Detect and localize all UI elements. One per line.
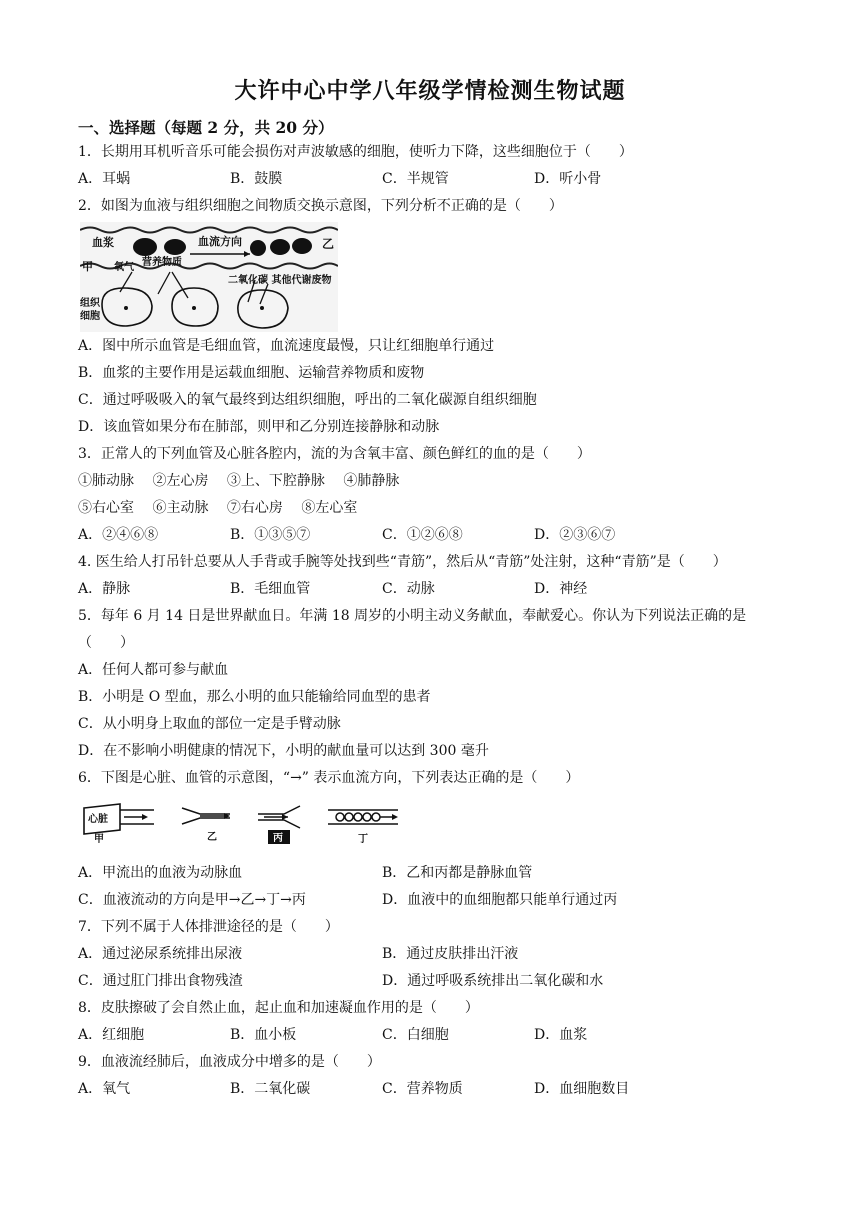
q8-option-c: C．白细胞	[382, 1027, 449, 1043]
vessel-ding	[328, 810, 398, 824]
q6-option-c: C．血液流动的方向是甲→乙→丁→丙	[78, 892, 306, 908]
q5-option-d: D．在不影响小明健康的情况下，小明的献血量可以达到 300 毫升	[78, 743, 489, 759]
q8-option-d: D．血浆	[534, 1027, 588, 1043]
label-nutrients: 营养物质	[142, 257, 182, 268]
vessel-yi	[182, 808, 230, 824]
capillary-exchange-figure	[80, 222, 338, 332]
q7-option-a: A．通过泌尿系统排出尿液	[78, 946, 243, 962]
q7-option-c: C．通过肛门排出食物残渣	[78, 973, 243, 989]
q2-option-b: B．血浆的主要作用是运载血细胞、运输营养物质和废物	[78, 365, 425, 381]
q4-option-b: B．毛细血管	[230, 581, 311, 597]
q5-option-c: C．从小明身上取血的部位一定是手臂动脉	[78, 716, 341, 732]
q2-option-c: C．通过呼吸吸入的氧气最终到达组织细胞，呼出的二氧化碳源自组织细胞	[78, 392, 537, 408]
q1-option-a: A．耳蜗	[78, 171, 131, 187]
label-q6-bing: 丙	[273, 833, 283, 844]
q1-option-b: B．鼓膜	[230, 171, 283, 187]
q3-option-d: D．②③⑥⑦	[534, 527, 616, 543]
q9-option-a: A．氧气	[78, 1081, 131, 1097]
label-plasma: 血浆	[92, 236, 114, 249]
q1-option-c: C．半规管	[382, 171, 449, 187]
label-oxygen: 氧气	[114, 262, 134, 273]
heart-vessels-figure	[82, 800, 402, 846]
q4-option-a: A．静脉	[78, 581, 131, 597]
question-6-stem: 6．下图是心脏、血管的示意图，“→” 表示血流方向，下列表达正确的是（ ）	[78, 770, 580, 786]
q6-option-b: B．乙和丙都是静脉血管	[382, 865, 533, 881]
question-4-stem: 4. 医生给人打吊针总要从人手背或手腕等处找到些“青筋”，然后从“青筋”处注射，这种“青筋”是（ ）	[78, 554, 727, 570]
q6-option-d: D．血液中的血细胞都只能单行通过丙	[382, 892, 618, 908]
label-flow-direction: 血流方向	[198, 235, 242, 248]
q8-option-b: B．血小板	[230, 1027, 297, 1043]
question-9-stem: 9．血液流经肺后，血液成分中增多的是（ ）	[78, 1054, 381, 1070]
question-3-stem: 3．正常人的下列血管及心脏各腔内，流的为含氧丰富、颜色鲜红的血的是（ ）	[78, 446, 591, 462]
q9-option-b: B．二氧化碳	[230, 1081, 311, 1097]
label-q6-ding: 丁	[358, 834, 368, 845]
question-2-stem: 2．如图为血液与组织细胞之间物质交换示意图，下列分析不正确的是（ ）	[78, 198, 563, 214]
question-5-stem-cont: （ ）	[78, 635, 134, 651]
label-q6-jia: 甲	[94, 834, 104, 845]
question-8-stem: 8．皮肤擦破了会自然止血，起止血和加速凝血作用的是（ ）	[78, 1000, 479, 1016]
q9-option-d: D．血细胞数目	[534, 1081, 630, 1097]
q2-option-d: D．该血管如果分布在肺部，则甲和乙分别连接静脉和动脉	[78, 419, 440, 435]
section-heading: 一、选择题（每题 2 分，共 20 分）	[78, 118, 334, 137]
q2-option-a: A．图中所示血管是毛细血管，血流速度最慢，只让红细胞单行通过	[78, 338, 495, 354]
q8-option-a: A．红细胞	[78, 1027, 145, 1043]
q7-option-d: D．通过呼吸系统排出二氧化碳和水	[382, 973, 604, 989]
q3-list-2: ⑤右心室 ⑥主动脉 ⑦右心房 ⑧左心室	[78, 500, 358, 516]
q5-option-b: B．小明是 O 型血，那么小明的血只能输给同血型的患者	[78, 689, 431, 705]
vessel-bing	[258, 806, 300, 828]
q3-option-c: C．①②⑥⑧	[382, 527, 463, 543]
question-5-stem: 5．每年 6 月 14 日是世界献血日。年满 18 周岁的小明主动义务献血，奉献爱心。你认为下列说法正确的是	[78, 608, 747, 624]
q3-option-b: B．①③⑤⑦	[230, 527, 311, 543]
q7-option-b: B．通过皮肤排出汗液	[382, 946, 519, 962]
q3-list-1: ①肺动脉 ②左心房 ③上、下腔静脉 ④肺静脉	[78, 473, 400, 489]
q1-option-d: D．听小骨	[534, 171, 602, 187]
q3-option-a: A．②④⑥⑧	[78, 527, 159, 543]
q4-option-c: C．动脉	[382, 581, 435, 597]
label-tissue: 组织	[80, 298, 100, 309]
question-1-stem: 1．长期用耳机听音乐可能会损伤对声波敏感的细胞，使听力下降，这些细胞位于（ ）	[78, 144, 633, 160]
label-cell: 细胞	[80, 311, 100, 322]
label-waste: 二氧化碳 其他代谢废物	[228, 275, 332, 286]
q6-option-a: A．甲流出的血液为动脉血	[78, 865, 243, 881]
q4-option-d: D．神经	[534, 581, 588, 597]
question-7-stem: 7．下列不属于人体排泄途径的是（ ）	[78, 919, 339, 935]
q9-option-c: C．营养物质	[382, 1081, 463, 1097]
q5-option-a: A．任何人都可参与献血	[78, 662, 229, 678]
label-yi: 乙	[322, 237, 335, 251]
page-title: 大许中心中学八年级学情检测生物试题	[234, 78, 626, 104]
label-heart: 心脏	[88, 814, 108, 825]
label-jia: 甲	[82, 260, 93, 273]
label-q6-yi: 乙	[207, 832, 217, 843]
